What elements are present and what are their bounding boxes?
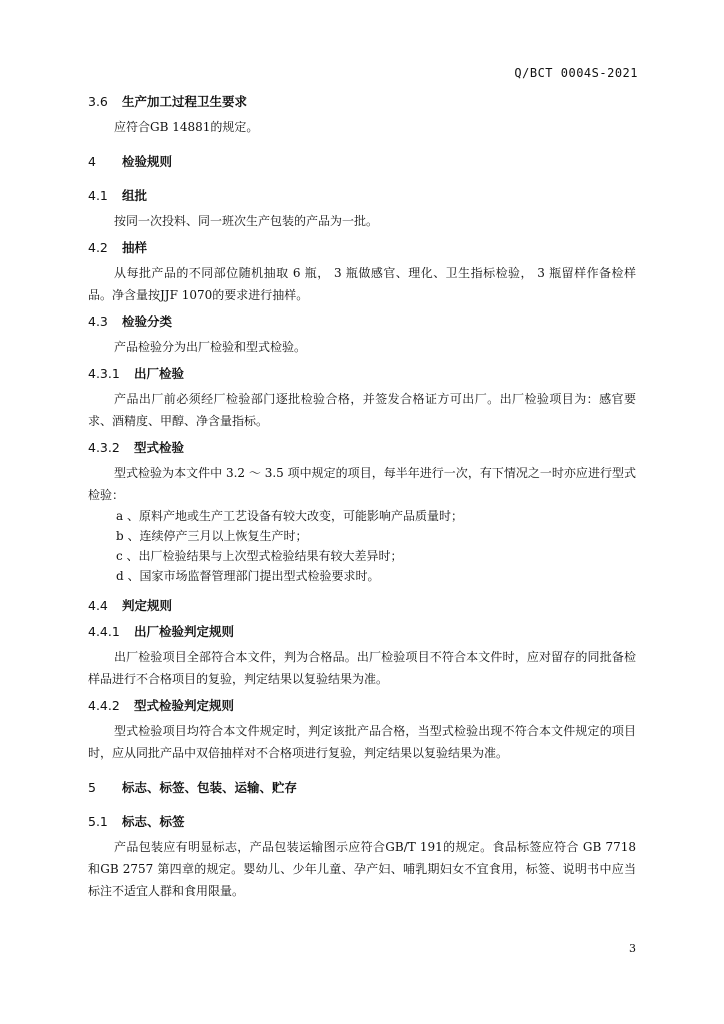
list-item: c 、出厂检验结果与上次型式检验结果有较大差异时； <box>116 549 403 563</box>
section-title: 检验分类 <box>122 314 173 329</box>
section-heading <box>88 364 636 384</box>
section-number: 4.3 <box>88 314 108 329</box>
page-number: 3 <box>629 942 636 955</box>
section-heading <box>88 438 636 458</box>
section-number: 4.4.1 <box>88 624 120 639</box>
section-number: 4.3.2 <box>88 440 120 455</box>
section-heading <box>88 622 636 642</box>
section-heading <box>88 778 636 798</box>
list-item: b 、连续停产三月以上恢复生产时； <box>116 529 308 543</box>
paragraph: 按同一次投料、同一班次生产包装的产品为一批。 <box>114 214 379 228</box>
section-title: 出厂检验判定规则 <box>134 624 235 639</box>
paragraph: 型式检验为本文件中 3.2 ～ 3.5 项中规定的项目，每半年进行一次，有下情况之一时亦应进行型式检验： <box>88 466 636 502</box>
section-heading <box>88 92 636 112</box>
section-number: 4.1 <box>88 188 108 203</box>
section-title: 检验规则 <box>122 154 173 169</box>
section-number: 4.4.2 <box>88 698 120 713</box>
section-title: 出厂检验 <box>134 366 185 381</box>
section-number: 4.3.1 <box>88 366 120 381</box>
list-item: d 、国家市场监督管理部门提出型式检验要求时。 <box>116 569 380 583</box>
section-number: 3.6 <box>88 94 108 109</box>
section-number: 5.1 <box>88 814 108 829</box>
list-item: a 、原料产地或生产工艺设备有较大改变，可能影响产品质量时； <box>116 509 463 523</box>
section-title: 判定规则 <box>122 598 173 613</box>
section-number: 4.2 <box>88 240 108 255</box>
section-title: 抽样 <box>122 240 148 255</box>
document-code: Q/BCT 0004S-2021 <box>514 66 638 80</box>
paragraph: 出厂检验项目全部符合本文件，判为合格品。出厂检验项目不符合本文件时，应对留存的同批备检样品进行不合格项目的复验，判定结果以复验结果为准。 <box>88 650 636 686</box>
section-number: 5 <box>88 780 96 795</box>
section-heading <box>88 238 636 258</box>
paragraph: 应符合GB 14881的规定。 <box>114 120 259 134</box>
section-heading <box>88 596 636 616</box>
section-heading <box>88 186 636 206</box>
section-title: 型式检验判定规则 <box>134 698 235 713</box>
paragraph: 型式检验项目均符合本文件规定时，判定该批产品合格，当型式检验出现不符合本文件规定的项目时，应从同批产品中双倍抽样对不合格项进行复验，判定结果以复验结果为准。 <box>88 724 636 760</box>
section-heading <box>88 152 636 172</box>
section-heading <box>88 312 636 332</box>
section-heading <box>88 812 636 832</box>
paragraph: 产品包装应有明显标志，产品包装运输图示应符合GB/T 191的规定。食品标签应符合 GB 7718 和GB 2757 第四章的规定。婴幼儿、少年儿童、孕产妇、哺乳期妇女不宜食用，标签、说明书中应当标注不适宜人群和食用限量。 <box>88 840 636 898</box>
section-heading <box>88 696 636 716</box>
section-title: 生产加工过程卫生要求 <box>122 94 248 109</box>
section-title: 标志、标签 <box>122 814 185 829</box>
section-title: 组批 <box>122 188 148 203</box>
document-body <box>88 92 636 902</box>
paragraph: 产品检验分为出厂检验和型式检验。 <box>114 340 307 354</box>
section-title: 型式检验 <box>134 440 185 455</box>
section-title: 标志、标签、包装、运输、贮存 <box>122 780 298 795</box>
section-number: 4 <box>88 154 96 169</box>
paragraph: 产品出厂前必须经厂检验部门逐批检验合格，并签发合格证方可出厂。出厂检验项目为：感官要求、酒精度、甲醇、净含量指标。 <box>88 392 636 428</box>
paragraph: 从每批产品的不同部位随机抽取 6 瓶， 3 瓶做感官、理化、卫生指标检验， 3 瓶留样作备检样品。净含量按JJF 1070的要求进行抽样。 <box>88 266 636 302</box>
section-number: 4.4 <box>88 598 108 613</box>
